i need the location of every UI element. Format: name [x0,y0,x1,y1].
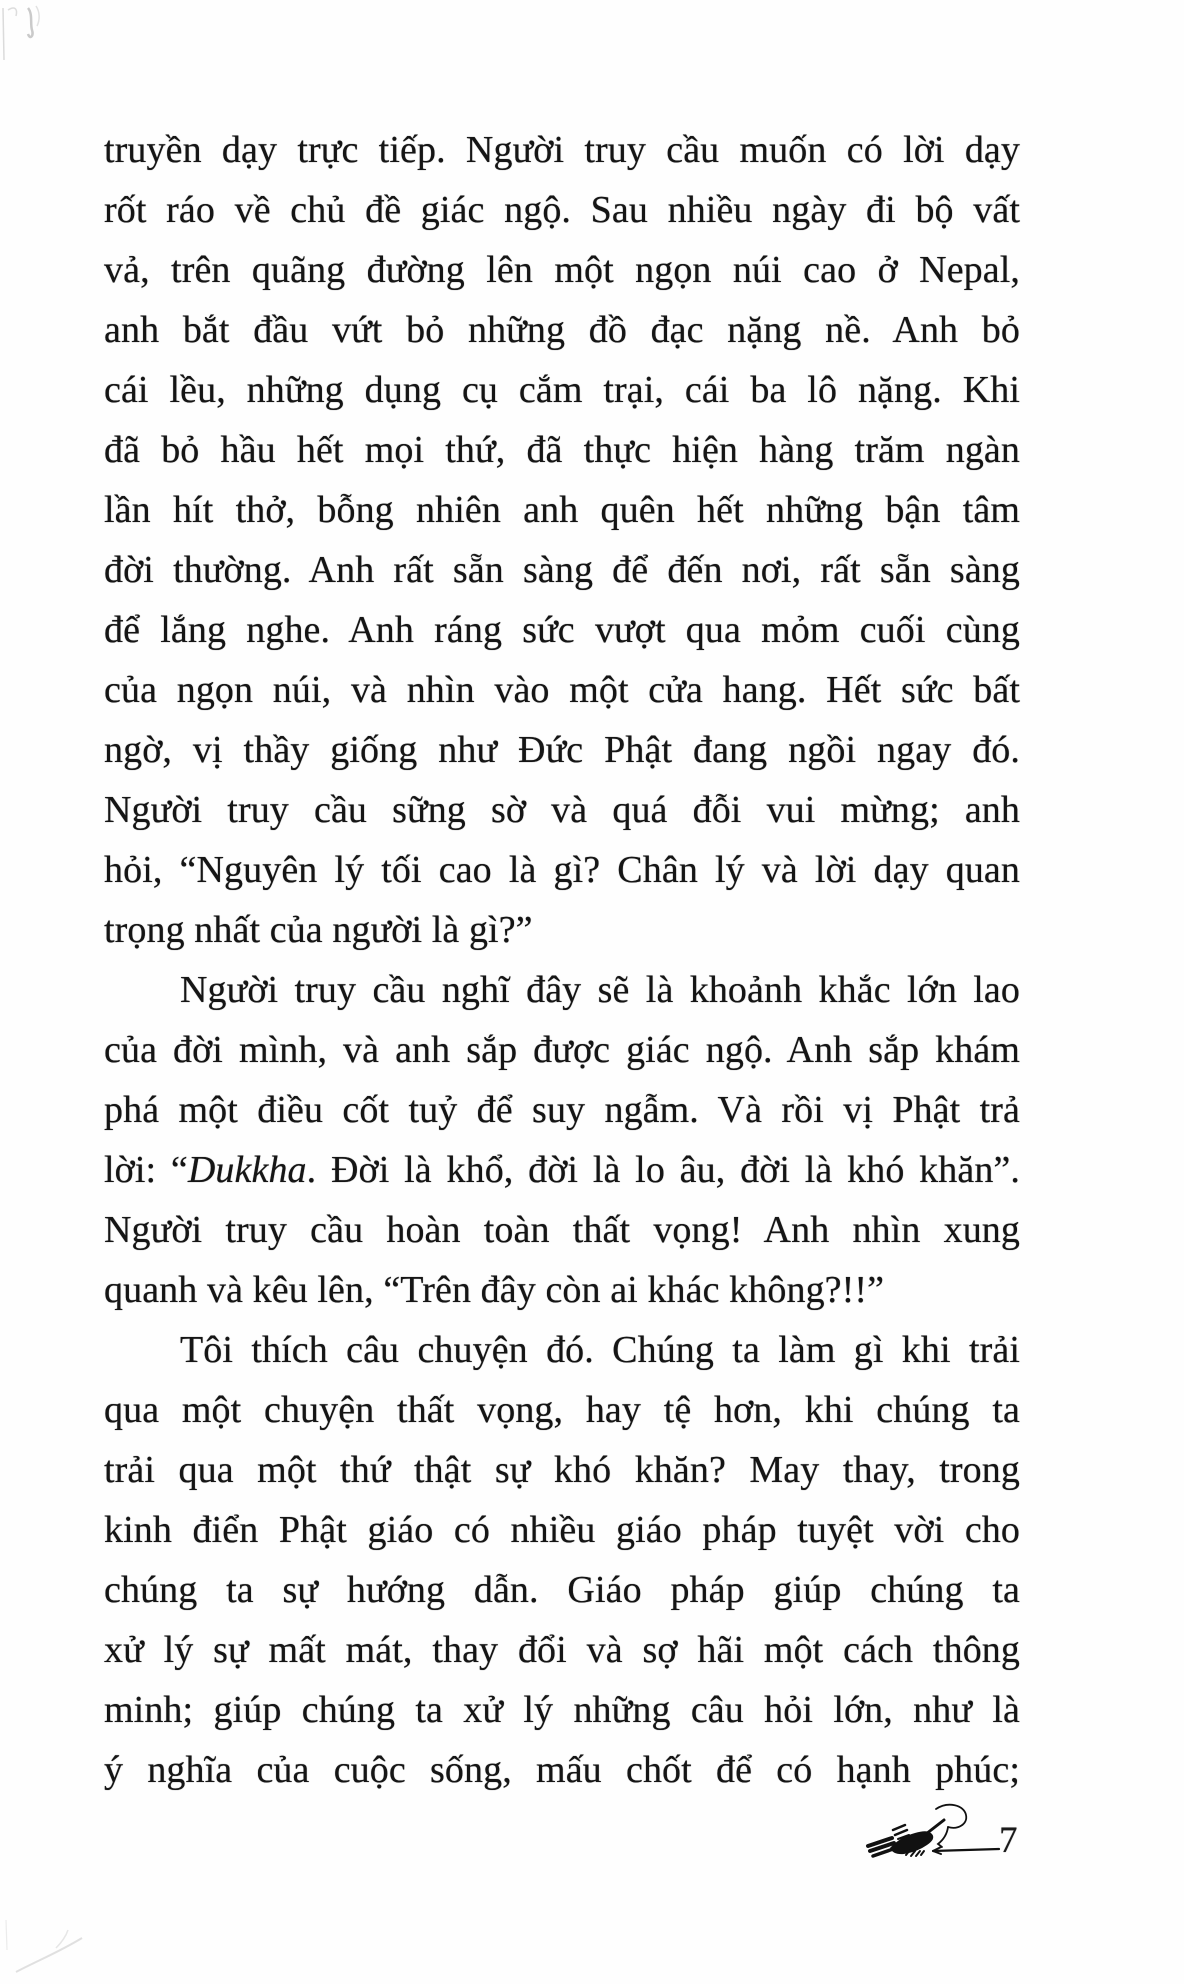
text-line: trọng nhất của người là gì?” [104,909,533,951]
text-line: truyền dạy trực tiếp. Người truy cầu muốn có lời dạy [104,129,1020,171]
text-line: kinh điển Phật giáo có nhiều giáo pháp tuyệt vời cho [104,1509,1020,1551]
text-line: của ngọn núi, và nhìn vào một cửa hang. Hết sức bất [104,669,1020,711]
text-line: Người truy cầu sững sờ và quá đỗi vui mừng; anh [104,789,1020,831]
scan-artifact-top-left [0,0,70,80]
text-line: xử lý sự mất mát, thay đổi và sợ hãi một cách thông [104,1629,1020,1671]
text-line: đời thường. Anh rất sẵn sàng để đến nơi, rất sẵn sàng [104,549,1020,591]
text-line: Người truy cầu hoàn toàn thất vọng! Anh nhìn xung [104,1209,1020,1251]
text-line: Người truy cầu nghĩ đây sẽ là khoảnh khắc lớn lao [180,969,1020,1011]
scan-artifact-bottom-left [4,1890,114,1980]
text-line: minh; giúp chúng ta xử lý những câu hỏi lớn, như là [104,1689,1020,1731]
text-line: đã bỏ hầu hết mọi thứ, đã thực hiện hàng trăm ngàn [104,429,1020,471]
text-block [104,120,1020,1800]
text-line: lần hít thở, bỗng nhiên anh quên hết những bận tâm [104,489,1020,531]
italic-word: Dukkha [187,1149,307,1191]
text-line: chúng ta sự hướng dẫn. Giáo pháp giúp chúng ta [104,1569,1020,1611]
text-line: để lắng nghe. Anh ráng sức vượt qua mỏm cuối cùng [104,609,1020,651]
text-line: lời: “Dukkha. Đời là khổ, đời là lo âu, đời là khó khăn”. [104,1149,1021,1191]
text-line: ý nghĩa của cuộc sống, mấu chốt để có hạnh phúc; [104,1749,1020,1791]
text-line: qua một chuyện thất vọng, hay tệ hơn, khi chúng ta [104,1389,1020,1431]
text-line: phá một điều cốt tuỷ để suy ngẫm. Và rồi vị Phật trả [104,1089,1020,1131]
text-line: anh bắt đầu vứt bỏ những đồ đạc nặng nề. Anh bỏ [104,309,1020,351]
text-line: ngờ, vị thầy giống như Đức Phật đang ngồi ngay đó. [104,729,1020,771]
text-line: quanh và kêu lên, “Trên đây còn ai khác không?!!” [104,1269,885,1311]
bird-ink-sketch-icon [860,1800,1010,1862]
text-line: của đời mình, và anh sắp được giác ngộ. Anh sắp khám [104,1029,1020,1071]
page-number: 7 [999,1820,1018,1861]
text-line: vả, trên quãng đường lên một ngọn núi cao ở Nepal, [104,249,1020,291]
text-line: Tôi thích câu chuyện đó. Chúng ta làm gì khi trải [180,1329,1020,1371]
text-line: hỏi, “Nguyên lý tối cao là gì? Chân lý và lời dạy quan [104,849,1020,891]
text-line: trải qua một thứ thật sự khó khăn? May thay, trong [104,1449,1020,1491]
text-line: cái lều, những dụng cụ cắm trại, cái ba lô nặng. Khi [104,369,1020,411]
text-line: rốt ráo về chủ đề giác ngộ. Sau nhiều ngày đi bộ vất [104,189,1020,231]
